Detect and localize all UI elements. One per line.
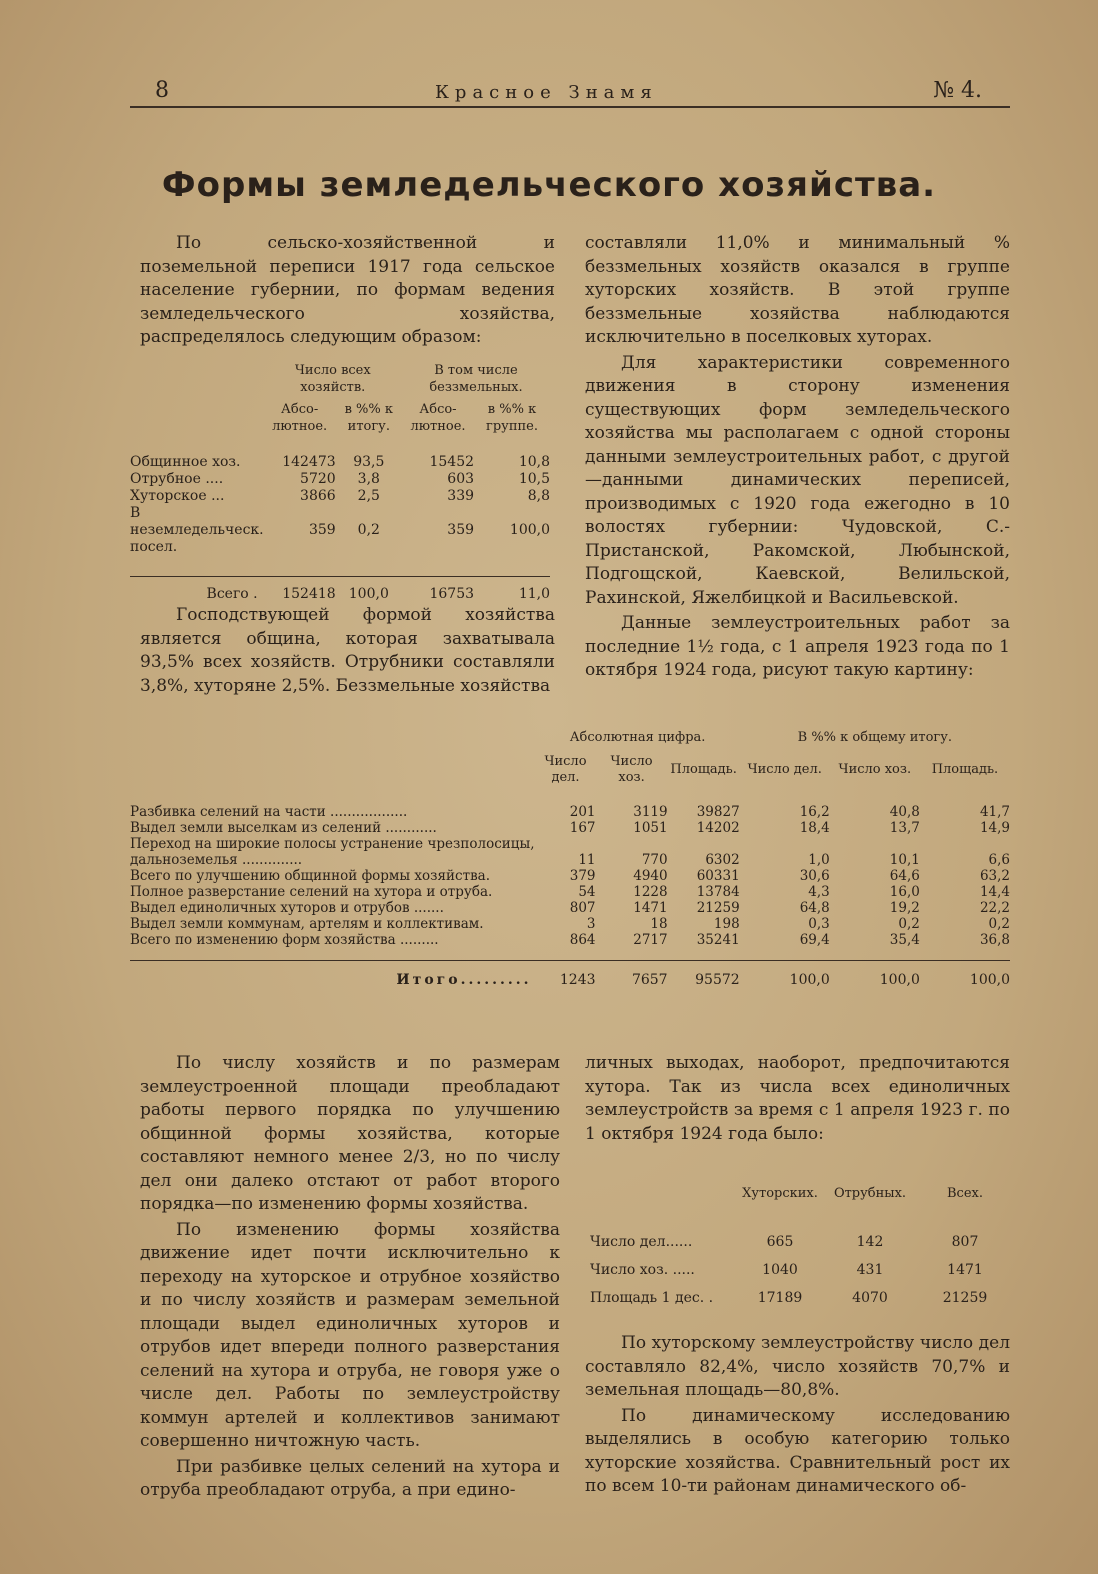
paragraph: По сельско-хозяйственной и поземельной переписи 1917 года сельское население губернии, по формам ведения земледельческого хозяйства, распределялось следующим образом: bbox=[140, 233, 555, 347]
census-table bbox=[130, 362, 550, 603]
table-total-row: Итого......... 1243 7657 95572 100,0 100,0 100,0 bbox=[396, 972, 1010, 988]
individual-settlements-table bbox=[590, 1170, 1010, 1312]
table-col-header: Хуторских. bbox=[742, 1185, 818, 1201]
table-row: Переход на широкие полосы устранение чрезполосицы, дальноземелья .............. 11 770 6302 1,0 10,1 6,6 bbox=[130, 836, 1010, 868]
table-group-header: В том числе беззмельных. bbox=[429, 363, 523, 395]
table-col-header: Площадь. bbox=[931, 762, 999, 777]
article-title: Формы земледельческого хозяйства. bbox=[161, 165, 937, 205]
table-col-header: Площадь. bbox=[670, 762, 737, 777]
table-row: Выдел земли коммунам, артелям и коллективам. 3 18 198 0,3 0,2 0,2 bbox=[130, 916, 1010, 932]
right-column-top bbox=[585, 232, 1010, 685]
left-column-bottom bbox=[140, 1052, 560, 1505]
paragraph: По динамическому исследованию выделялись в особую категорию только хуторские хозяйства. Сравнительный рост их по всем 10-ти районам динамического об- bbox=[585, 1405, 1010, 1496]
table-col-header: Число дел. bbox=[544, 754, 587, 785]
table-total-row: Всего . 152418 100,0 16753 11,0 bbox=[206, 586, 550, 602]
paragraph: Данные землеустроительных работ за последние 1½ года, с 1 апреля 1923 года по 1 октября 1924 года, рисуют такую картину: bbox=[585, 613, 1010, 680]
table-col-header: Отрубных. bbox=[833, 1185, 907, 1201]
left-column-continued bbox=[140, 604, 555, 700]
table-row: Всего по улучшению общинной формы хозяйства. 379 4940 60331 30,6 64,6 63,2 bbox=[130, 868, 1010, 884]
page-header bbox=[130, 70, 1010, 108]
paragraph: По хуторскому землеустройству число дел составляло 82,4%, число хозяйств 70,7% и земельная площадь—80,8%. bbox=[585, 1333, 1010, 1400]
table-row: Общинное хоз. 142473 93,5 15452 10,8 bbox=[130, 454, 550, 470]
table-col-header: Абсо-лютное. bbox=[272, 402, 328, 434]
paragraph: Для характеристики современного движения в сторону изменения существующих форм земледельческого хозяйства мы располагаем с одной стороны данными землеустроительных работ, с другой—данными динамических переписей, производимых с 1920 года ежегодно в 10 волостях губернии: Чудовской, С.-Пристанской, Ракомской, Любынской, Подгощской, Каевской, Велильской, Рахинской, Яжелбицкой и Васильевской. bbox=[585, 352, 1010, 608]
table-col-header: Число хоз. bbox=[838, 762, 912, 777]
paragraph: По числу хозяйств и по размерам землеустроенной площади преобладают работы первого порядка по улучшению общинной формы хозяйства, которые составляют немного менее 2/3, но по числу дел они далеко отстают от работ второго порядка—по изменению формы хозяйства. bbox=[140, 1053, 560, 1214]
paragraph: Господствующей формой хозяйства является община, которая захватывала 93,5% всех хозяйств. Отрубники составляли 3,8%, хуторяне 2,5%. Беззмельные хозяйства bbox=[140, 605, 555, 696]
paragraph: личных выходах, наоборот, предпочитаются хутора. Так из числа всех единоличных землеустройств за время с 1 апреля 1923 г. по 1 октября 1924 года было: bbox=[585, 1053, 1010, 1144]
page-number: 8 bbox=[155, 78, 169, 103]
table-row: В неземледельческ. посел. 359 0,2 359 100,0 bbox=[130, 505, 550, 555]
paragraph: По изменению формы хозяйства движение идет почти исключительно к переходу на хуторское и отрубное хозяйство и по числу хозяйств и размерам земельной площади выдел единоличных хуторов и отрубов идет впереди полного разверстания селений на хутора и отруба, не говоря уже о числе дел. Работы по землеустройству коммун артелей и коллективов занимают совершенно ничтожную часть. bbox=[140, 1219, 560, 1451]
table-col-header: Число дел. bbox=[747, 762, 822, 777]
table-row: Выдел единоличных хуторов и отрубов ....... 807 1471 21259 64,8 19,2 22,2 bbox=[130, 900, 1010, 916]
issue-number: № 4. bbox=[933, 78, 982, 103]
paragraph: составляли 11,0% и минимальный % беззмельных хозяйств оказался в группе хуторских хозяйств. В этой группе беззмельные хозяйства наблюдаются исключительно в поселковых хуторах. bbox=[585, 233, 1010, 347]
table-row: Число хоз. ..... 1040 431 1471 bbox=[590, 1262, 983, 1278]
table-col-header: Всех. bbox=[947, 1185, 983, 1201]
table-row: Полное разверстание селений на хутора и отруба. 54 1228 13784 4,3 16,0 14,4 bbox=[130, 884, 1010, 900]
table-row: Всего по изменению форм хозяйства ......... 864 2717 35241 69,4 35,4 36,8 bbox=[130, 932, 1010, 948]
table-row: Число дел...... 665 142 807 bbox=[590, 1234, 979, 1250]
table-group-header: В %% к общему итогу. bbox=[797, 730, 953, 745]
table-row: Отрубное .... 5720 3,8 603 10,5 bbox=[130, 471, 550, 487]
table-row: Выдел земли выселкам из селений ............ 167 1051 14202 18,4 13,7 14,9 bbox=[130, 820, 1010, 836]
table-col-header: в %% к итогу. bbox=[344, 402, 394, 434]
table-group-header: Число всех хозяйств. bbox=[294, 363, 371, 395]
right-column-bottom bbox=[585, 1332, 1010, 1501]
left-column-intro bbox=[140, 232, 555, 352]
paragraph: При разбивке целых селений на хутора и отруба преобладают отруба, а при едино- bbox=[140, 1456, 560, 1500]
land-works-table bbox=[130, 730, 1010, 988]
table-group-header: Абсолютная цифра. bbox=[569, 730, 706, 745]
table-col-header: Число хоз. bbox=[610, 754, 653, 785]
table-row: Хуторское ... 3866 2,5 339 8,8 bbox=[130, 488, 550, 504]
table-col-header: Абсо-лютное. bbox=[410, 402, 466, 434]
right-column-middle bbox=[585, 1052, 1010, 1148]
table-row: Площадь 1 дес. . 17189 4070 21259 bbox=[590, 1290, 988, 1306]
table-col-header: в %% к группе. bbox=[486, 402, 538, 434]
newspaper-title: Красное Знамя bbox=[435, 82, 658, 103]
table-row: Разбивка селений на части .................. 201 3119 39827 16,2 40,8 41,7 bbox=[130, 804, 1010, 820]
